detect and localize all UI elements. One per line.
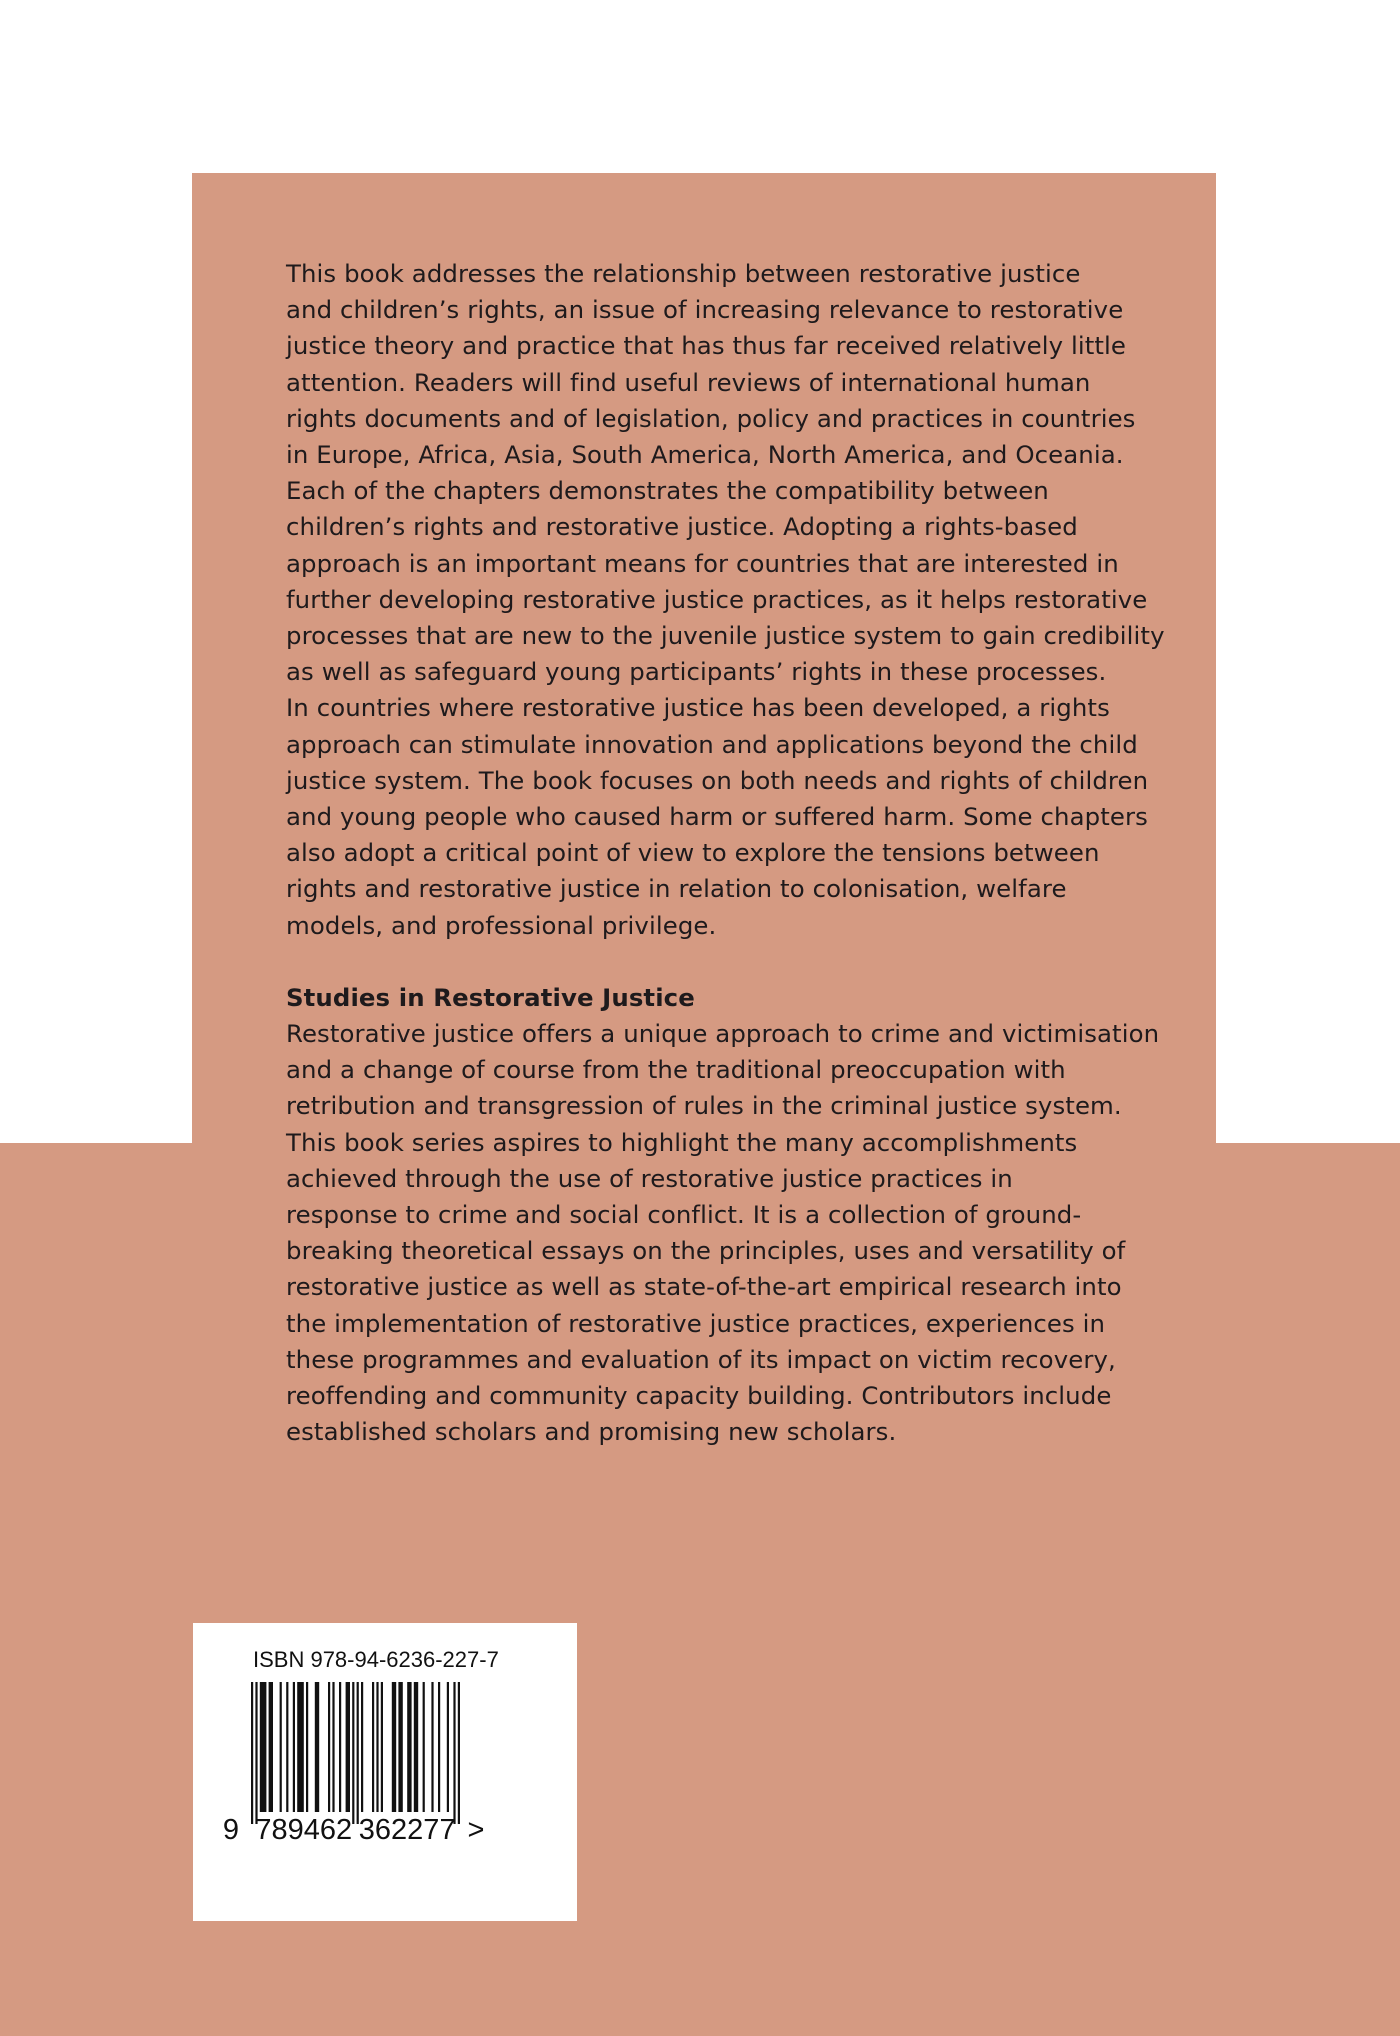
series-description-line: response to crime and social conflict. It is a collection of ground-: [286, 1200, 1082, 1230]
description-line: Each of the chapters demonstrates the compatibility between: [286, 476, 1049, 506]
barcode-bar: [315, 1682, 319, 1812]
description-line: attention. Readers will find useful reviews of international human: [286, 367, 1091, 397]
description-line: justice theory and practice that has thus far received relatively little: [286, 331, 1127, 361]
barcode-bar: [361, 1682, 363, 1812]
barcode-bar: [431, 1682, 433, 1812]
description-line: as well as safeguard young participants’ rights in these processes.: [286, 657, 1107, 687]
barcode-bar: [423, 1682, 425, 1812]
description-line: further developing restorative justice practices, as it helps restorative: [286, 584, 1148, 614]
barcode-bar: [339, 1682, 341, 1812]
description-line: justice system. The book focuses on both needs and rights of children: [286, 765, 1149, 795]
series-description-line: breaking theoretical essays on the principles, uses and versatility of: [286, 1236, 1126, 1266]
description-line: and children’s rights, an issue of increasing relevance to restorative: [286, 295, 1124, 325]
barcode-right-digits: 362277: [358, 1814, 456, 1846]
back-cover-text: [286, 256, 1166, 1451]
barcode-bar: [407, 1682, 411, 1812]
barcode-left-digits: 789462: [255, 1814, 353, 1846]
series-description-line: achieved through the use of restorative justice practices in: [286, 1163, 1013, 1193]
series-description-line: and a change of course from the traditional preoccupation with: [286, 1055, 1066, 1085]
description-line: and young people who caused harm or suffered harm. Some chapters: [286, 802, 1148, 832]
series-description-line: reoffending and community capacity building. Contributors include: [286, 1381, 1112, 1411]
series-description-line: Restorative justice offers a unique approach to crime and victimisation: [286, 1019, 1160, 1049]
description-line: also adopt a critical point of view to explore the tensions between: [286, 838, 1100, 868]
barcode-lead-digit: 9: [222, 1814, 240, 1846]
description-line: approach can stimulate innovation and applications beyond the child: [286, 729, 1138, 759]
barcode-guard-bar: [458, 1682, 460, 1824]
barcode-graphic: [193, 1623, 577, 1921]
barcode-quiet-zone-marker: >: [467, 1814, 485, 1846]
description-line: approach is an important means for countries that are interested in: [286, 548, 1119, 578]
series-description: [286, 1016, 1166, 1450]
barcode-bar: [286, 1682, 288, 1812]
series-description-line: This book series aspires to highlight the many accomplishments: [286, 1127, 1078, 1157]
barcode-bar: [372, 1682, 374, 1812]
series-description-line: restorative justice as well as state-of-the-art empirical research into: [286, 1272, 1122, 1302]
barcode-bar: [260, 1682, 267, 1812]
book-description: [286, 256, 1166, 944]
barcode-bar: [280, 1682, 282, 1812]
barcode-guard-bar: [352, 1682, 354, 1824]
isbn-label: ISBN 978-94-6236-227-7: [253, 1647, 499, 1672]
barcode-guard-bar: [251, 1682, 253, 1824]
barcode-bar: [438, 1682, 440, 1812]
barcode-bar: [306, 1682, 308, 1812]
barcode-bar: [346, 1682, 350, 1812]
barcode-guard-bar: [453, 1682, 455, 1824]
barcode-bar: [392, 1682, 396, 1812]
barcode-bar: [297, 1682, 304, 1812]
barcode-bar: [293, 1682, 295, 1812]
barcode-bar: [447, 1682, 449, 1812]
description-line: children’s rights and restorative justice. Adopting a rights-based: [286, 512, 1078, 542]
barcode-bar: [328, 1682, 330, 1812]
barcode-guard-bar: [357, 1682, 359, 1824]
description-line: models, and professional privilege.: [286, 910, 717, 940]
description-line: processes that are new to the juvenile justice system to gain credibility: [286, 621, 1165, 651]
description-line: rights and restorative justice in relation to colonisation, welfare: [286, 874, 1067, 904]
series-description-line: these programmes and evaluation of its impact on victim recovery,: [286, 1344, 1116, 1374]
barcode-bar: [376, 1682, 378, 1812]
description-line: In countries where restorative justice has been developed, a rights: [286, 693, 1110, 723]
series-description-line: retribution and transgression of rules in the criminal justice system.: [286, 1091, 1122, 1121]
barcode-bar: [381, 1682, 383, 1812]
barcode-guard-bar: [255, 1682, 257, 1824]
description-line: This book addresses the relationship between restorative justice: [286, 259, 1081, 288]
series-description-line: the implementation of restorative justice practices, experiences in: [286, 1308, 1106, 1338]
series-description-line: established scholars and promising new scholars.: [286, 1417, 897, 1447]
barcode-bar: [269, 1682, 273, 1812]
barcode-box: [193, 1623, 577, 1921]
series-title: Studies in Restorative Justice: [286, 982, 695, 1012]
description-line: in Europe, Africa, Asia, South America, North America, and Oceania.: [286, 440, 1124, 470]
barcode-bar: [398, 1682, 402, 1812]
barcode-bar: [332, 1682, 334, 1812]
barcode-bar: [414, 1682, 418, 1812]
description-line: rights documents and of legislation, policy and practices in countries: [286, 403, 1136, 433]
